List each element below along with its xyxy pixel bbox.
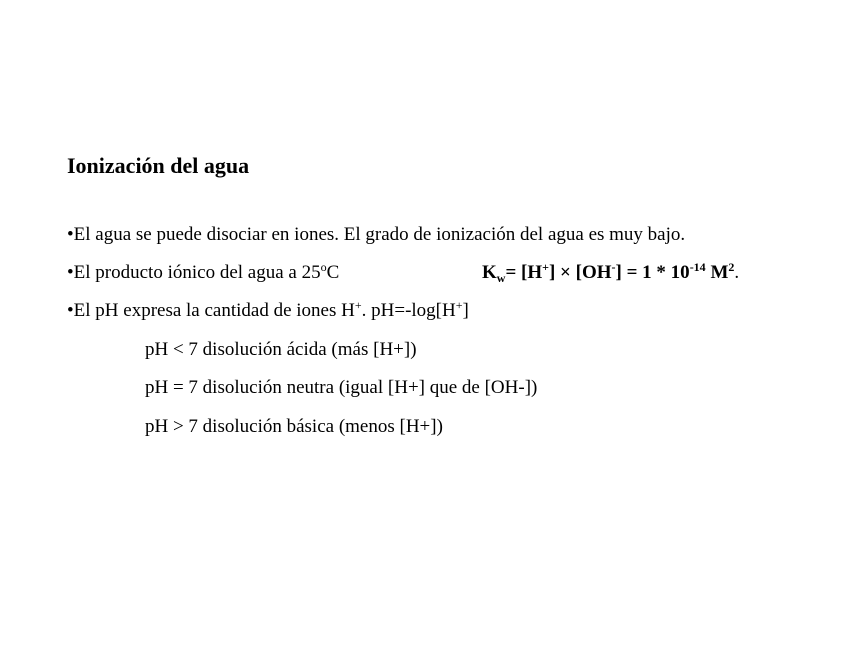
- case-neutral: pH = 7 disolución neutra (igual [H+] que de [OH-]): [145, 377, 538, 398]
- kw-times: ] × [OH: [548, 262, 612, 283]
- slide-title: Ionización del agua: [67, 153, 250, 178]
- ph-plus-1: +: [354, 298, 362, 312]
- kw-symbol: K: [482, 262, 497, 283]
- ionic-product-text: •El producto iónico del agua a 25: [67, 262, 321, 283]
- case-basic: pH > 7 disolución básica (menos [H+]): [145, 416, 443, 437]
- kw-unit: M: [705, 262, 729, 283]
- kw-period: .: [734, 262, 740, 283]
- degree-mark: o: [320, 260, 327, 274]
- bullet-ionic-product: [67, 260, 339, 286]
- celsius-unit: C: [326, 262, 340, 283]
- bullet-dissociation: •El agua se puede disociar en iones. El grado de ionización del agua es muy bajo.: [67, 224, 686, 245]
- oh-minus-superscript: -: [611, 260, 616, 274]
- kw-value: ] = 1 * 10: [615, 262, 690, 283]
- kw-formula: [482, 260, 739, 286]
- ph-text-1: •El pH expresa la cantidad de iones H: [67, 300, 355, 321]
- kw-unit-exponent: 2: [728, 260, 735, 274]
- ph-plus-2: +: [455, 298, 463, 312]
- ph-text-2: . pH=-log[H: [361, 300, 456, 321]
- kw-subscript: w: [496, 271, 506, 285]
- h-plus-superscript: +: [542, 260, 549, 274]
- kw-exponent: -14: [689, 260, 706, 274]
- ph-text-3: ]: [462, 300, 469, 321]
- bullet-ph-definition: [67, 298, 469, 324]
- case-acidic: pH < 7 disolución ácida (más [H+]): [145, 339, 417, 360]
- kw-eq: = [H: [505, 262, 543, 283]
